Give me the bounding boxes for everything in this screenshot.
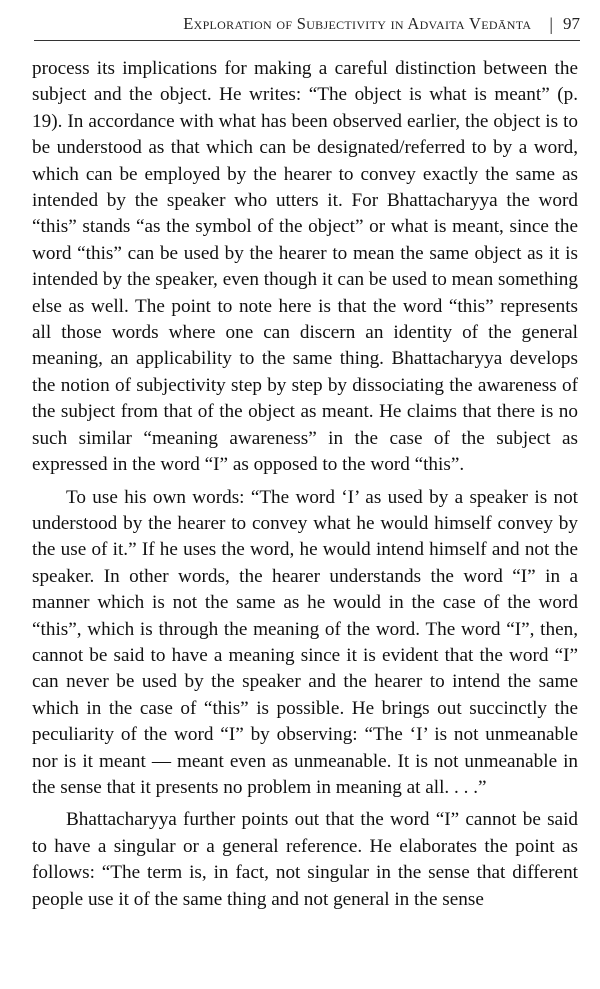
paragraph-3: Bhattacharyya further points out that the word “I” cannot be said to have a singular or a general reference. He elaborates the point as follows: “The term is, in fact, not singular in the sense that different people use it of the same thing and not general in the sense <box>32 809 578 910</box>
header-separator: | <box>549 13 553 34</box>
body-text <box>32 56 578 913</box>
running-header-title: Exploration of Subjectivity in Advaita Vedānta <box>183 14 532 33</box>
page-number: 97 <box>563 14 580 33</box>
paragraph-2: To use his own words: “The word ‘I’ as used by a speaker is not understood by the hearer to convey what he would himself convey by the use of it.” If he uses the word, he would intend himself and not the speaker. In other words, the hearer understands the word “I” in a manner which is not the same as he would in the case of the word “this”, which is through the meaning of the word. The word “I”, then, cannot be said to have a meaning since it is evident that the word “I” can never be used by the speaker and the hearer to intend the same which in the case of “this” is possible. He brings out succinctly the peculiarity of the word “I” by observing: “The ‘I’ is not unmeanable nor is it meant — meant even as unmeanable. It is not unmeanable in the sense that it presents no problem in meaning at all. . . .” <box>32 486 578 798</box>
running-header <box>34 10 580 41</box>
paragraph-1: process its implications for making a careful distinction between the subject and the object. He writes: “The object is what is meant” (p. 19). In accordance with what has been observed earlier, the object is to be understood as that which can be designated/referred to by a word, which can be employed by the hearer to convey exactly the same as intended by the speaker who utters it. For Bhattacharyya the word “this” stands “as the symbol of the object” or what is meant, since the word “this” can be used by the hearer to mean the same object as it is intended by the speaker, even though it can be used to mean something else as well. The point to note here is that the word “this” represents all those words where one can discern an identity of the general meaning, an applicability to the same thing. Bhattacharyya develops the notion of subjectivity step by step by dissociating the awareness of the subject from that of the object as meant. He claims that there is no such similar “meaning awareness” in the case of the subject as expressed in the word “I” as opposed to the word “this”. <box>32 58 578 476</box>
